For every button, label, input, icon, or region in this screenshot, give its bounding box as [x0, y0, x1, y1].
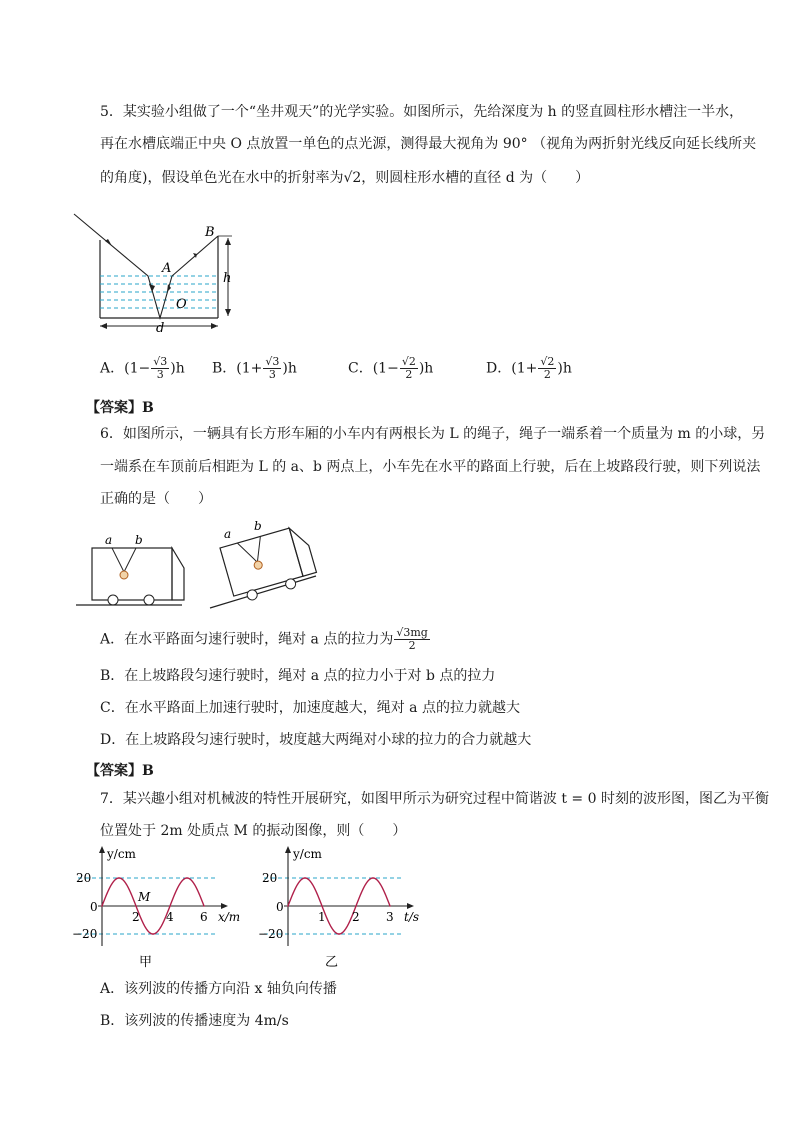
data-point [338, 933, 340, 935]
q6-line1: 6．如图所示，一辆具有长方形车厢的小车内有两根长为 L 的绳子，绳子一端系着一个质量为 m 的小球，另 [100, 426, 766, 442]
q5-line3: 的角度)，假设单色光在水中的折射率为√2，则圆柱形水槽的直径 d 为（ ） [100, 170, 590, 186]
q5-answer: 【答案】B [86, 400, 154, 416]
data-point [152, 933, 154, 935]
x-axis-label: x/m [218, 910, 241, 924]
q6-cart-figures [72, 518, 322, 610]
q5-option-a[interactable]: A．(1− $\frac{√3}{3}$ )h [100, 355, 185, 381]
x-axis-arrow [221, 903, 228, 909]
y-tick-label: 20 [76, 871, 92, 885]
data-point [169, 905, 171, 907]
q5-option-d[interactable]: D．(1+ $\frac{√2}{2}$ )h [486, 355, 572, 381]
label-B: B [205, 225, 215, 240]
y-tick-label: 20 [262, 871, 278, 885]
label-A: A [162, 261, 172, 276]
data-point [355, 905, 357, 907]
q6-option-a[interactable]: A．在水平路面匀速行驶时，绳对 a 点的拉力为 $\frac{√3mg}{2}$ [100, 626, 428, 652]
y-axis-arrow [99, 846, 105, 853]
vibration-graph-yi [258, 844, 428, 970]
q7-option-b[interactable]: B．该列波的传播速度为 4m/s [100, 1013, 289, 1029]
data-point [287, 905, 289, 907]
data-point [389, 905, 391, 907]
y-axis-arrow [285, 846, 291, 853]
x-tick-label: 6 [200, 910, 208, 924]
q6-option-b[interactable]: B．在上坡路段匀速行驶时，绳对 a 点的拉力小于对 b 点的拉力 [100, 668, 496, 684]
x-axis-arrow [407, 903, 414, 909]
x-tick-label: 1 [318, 910, 326, 924]
data-point [186, 877, 188, 879]
label-b-level: b [135, 533, 143, 547]
wave-graph-jia [72, 844, 242, 970]
label-h: h [223, 271, 232, 286]
q5-option-c[interactable]: C．(1− $\frac{√2}{2}$ )h [348, 355, 434, 381]
point-label-M: M [138, 890, 151, 904]
q7-line1: 7．某兴趣小组对机械波的特性开展研究，如图甲所示为研究过程中简谐波 t = 0 时刻的波形图，图乙为平衡 [100, 791, 769, 807]
q6-option-c[interactable]: C．在水平路面上加速行驶时，加速度越大，绳对 a 点的拉力就越大 [100, 700, 520, 716]
q6-answer: 【答案】B [86, 763, 154, 779]
data-point [304, 877, 306, 879]
x-tick-label: 2 [132, 910, 140, 924]
q5-line2: 再在水槽底端正中央 O 点放置一单色的点光源，测得最大视角为 90° （视角为两折射光线反向延长线所夹 [100, 136, 757, 152]
data-point [135, 905, 137, 907]
x-tick-label: 2 [352, 910, 360, 924]
y-tick-label: −20 [72, 927, 98, 941]
label-a-level: a [105, 533, 113, 547]
q5-option-b[interactable]: B．(1+ $\frac{√3}{3}$ )h [212, 355, 297, 381]
label-a-incline: a [224, 527, 232, 541]
sqrt2: √2 [343, 170, 362, 186]
q7-option-a[interactable]: A．该列波的传播方向沿 x 轴负向传播 [100, 981, 337, 997]
data-point [101, 905, 103, 907]
q6-line3: 正确的是（ ） [100, 491, 212, 507]
data-point [203, 905, 205, 907]
label-b-incline: b [254, 519, 262, 533]
y-axis-label: y/cm [107, 847, 136, 861]
x-tick-label: 4 [166, 910, 174, 924]
q5-water-tank-figure [72, 210, 252, 335]
data-point [321, 905, 323, 907]
q5-line1: 5．某实验小组做了一个“坐井观天”的光学实验。如图所示，先给深度为 h 的竖直圆柱形水槽注一半水， [100, 104, 744, 120]
figure-caption: 甲 [139, 955, 153, 970]
y-tick-label: 0 [90, 900, 98, 914]
data-point [118, 877, 120, 879]
label-d: d [156, 321, 165, 335]
label-O: O [176, 297, 187, 312]
x-tick-label: 3 [386, 910, 394, 924]
q6-line2: 一端系在车顶前后相距为 L 的 a、b 两点上，小车先在水平的路面上行驶，后在上坡路段行驶，则下列说法 [100, 459, 761, 475]
y-tick-label: 0 [276, 900, 284, 914]
x-axis-label: t/s [404, 910, 420, 924]
q6-option-d[interactable]: D．在上坡路段匀速行驶时，坡度越大两绳对小球的拉力的合力就越大 [100, 732, 532, 748]
y-axis-label: y/cm [293, 847, 322, 861]
figure-caption: 乙 [325, 955, 339, 970]
data-point [372, 877, 374, 879]
q7-line2: 位置处于 2m 处质点 M 的振动图像，则（ ） [100, 823, 407, 839]
y-tick-label: −20 [258, 927, 284, 941]
